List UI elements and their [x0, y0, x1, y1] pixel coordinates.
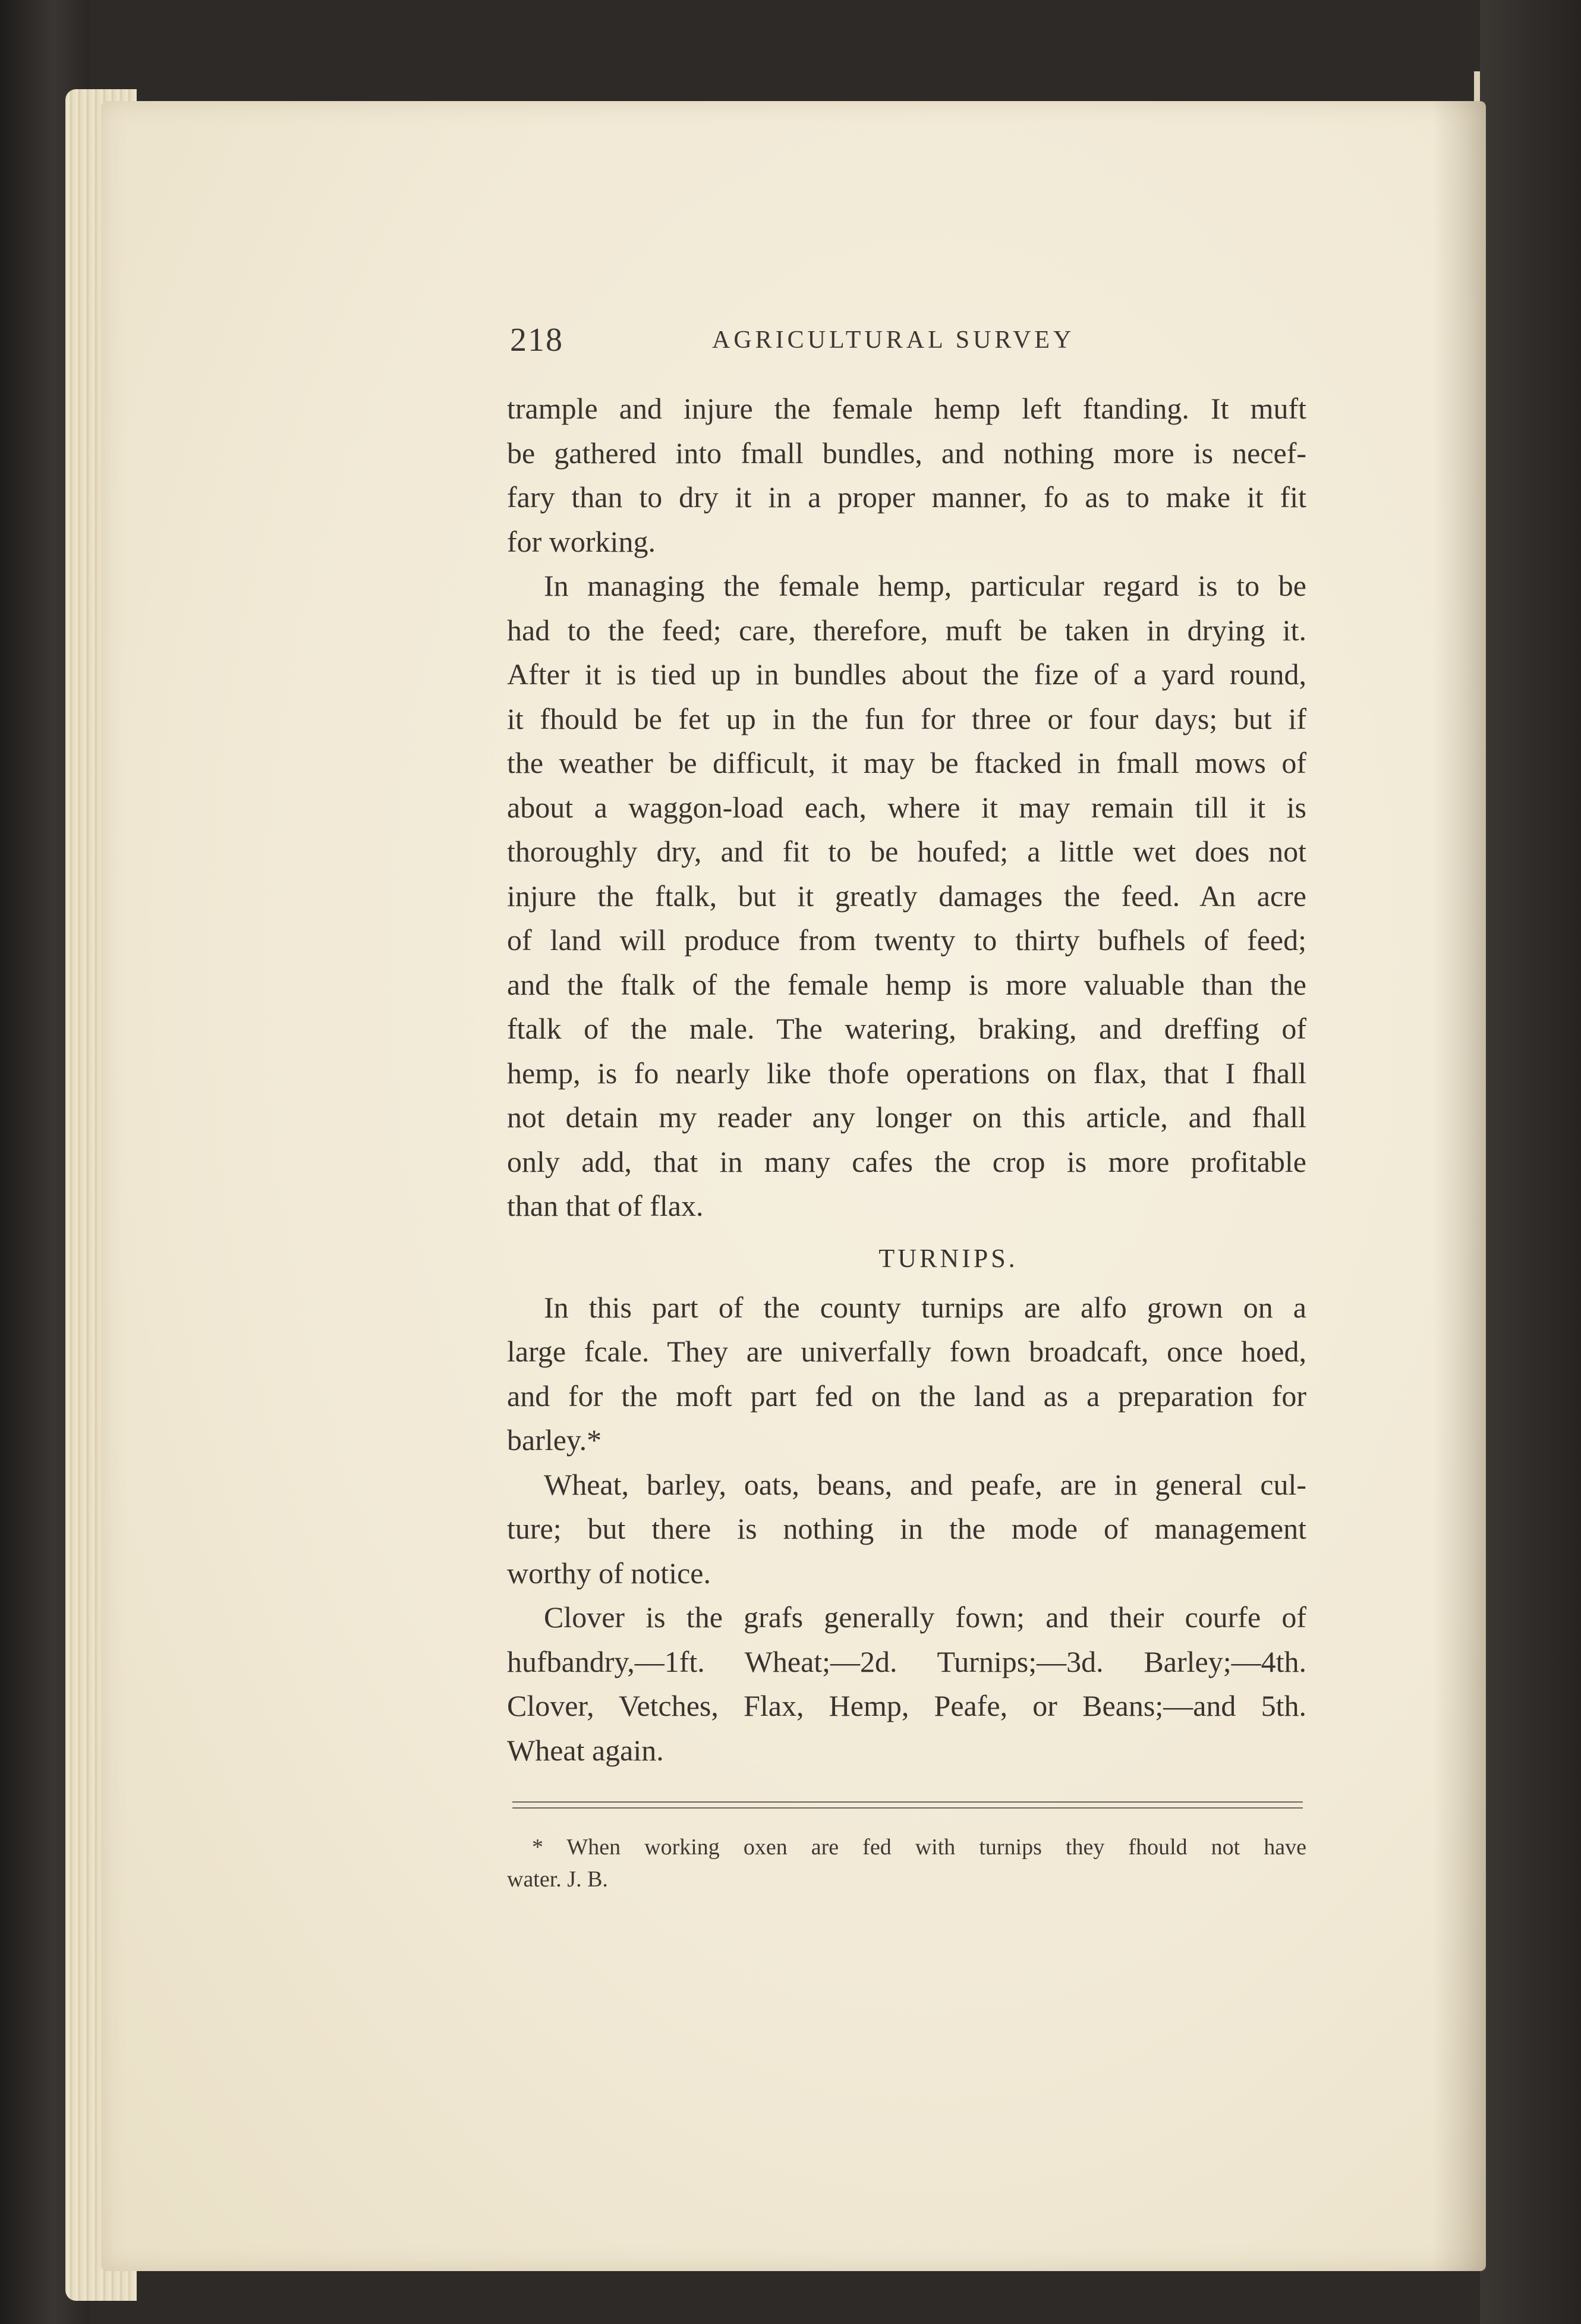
text-line: fary than to dry it in a proper manner, fo as to make it fit: [507, 480, 1306, 514]
book-binding-right: [1480, 0, 1581, 2324]
text-line: of land will produce from twenty to thirty bufhels of feed;: [507, 923, 1306, 957]
text-line: barley.*: [507, 1423, 602, 1457]
text-line: thoroughly dry, and fit to be houfed; a little wet does not: [507, 835, 1306, 868]
footnote-line: * When working oxen are fed with turnips they fhould not have: [532, 1835, 1306, 1860]
text-line: for working.: [507, 524, 656, 558]
text-line: than that of flax.: [507, 1189, 704, 1222]
text-line: about a waggon-load each, where it may remain till it is: [507, 790, 1306, 824]
text-line: injure the ftalk, but it greatly damages the feed. An acre: [507, 879, 1306, 913]
text-line: it fhould be fet up in the fun for three or four days; but if: [507, 702, 1306, 735]
page-header-title: AGRICULTURAL SURVEY: [712, 326, 1075, 354]
text-line: hemp, is fo nearly like thofe operations on flax, that I fhall: [507, 1056, 1306, 1090]
text-line: trample and injure the female hemp left ftanding. It muft: [507, 392, 1306, 425]
text-line: Clover, Vetches, Flax, Hemp, Peafe, or Beans;—and 5th.: [507, 1689, 1306, 1722]
gutter-shadow: [1432, 101, 1486, 2271]
text-line: worthy of notice.: [507, 1556, 711, 1590]
section-heading: TURNIPS.: [878, 1243, 1018, 1273]
page-number: 218: [510, 322, 563, 358]
text-line: the weather be difficult, it may be ftacked in fmall mows of: [507, 746, 1306, 779]
body-text: [507, 386, 1306, 1772]
text-line: be gathered into fmall bundles, and nothing more is necef-: [507, 436, 1306, 470]
paragraph-start-line: In managing the female hemp, particular regard is to be: [544, 569, 1306, 602]
text-line: ture; but there is nothing in the mode of management: [507, 1512, 1306, 1545]
footnote: [507, 1831, 1306, 1895]
text-line: After it is tied up in bundles about the fize of a yard round,: [507, 658, 1306, 691]
text-line: and for the moft part fed on the land as a preparation for: [507, 1379, 1306, 1413]
text-line: Wheat again.: [507, 1733, 664, 1767]
text-line: ftalk of the male. The watering, braking, and dreffing of: [507, 1012, 1306, 1045]
text-line: only add, that in many cafes the crop is more profitable: [507, 1144, 1306, 1178]
paragraph-start-line: In this part of the county turnips are alfo grown on a: [544, 1290, 1306, 1324]
footnote-divider: [512, 1801, 1303, 1809]
text-line: not detain my reader any longer on this article, and fhall: [507, 1100, 1306, 1134]
text-line: and the ftalk of the female hemp is more valuable than the: [507, 967, 1306, 1001]
running-head: [510, 321, 1306, 369]
text-line: had to the feed; care, therefore, muft be taken in drying it.: [507, 613, 1306, 647]
text-line: large fcale. They are univerfally fown broadcaft, once hoed,: [507, 1335, 1306, 1368]
paragraph-start-line: Clover is the grafs generally fown; and their courfe of: [544, 1600, 1306, 1634]
text-line: hufbandry,—1ft. Wheat;—2d. Turnips;—3d. Barley;—4th.: [507, 1644, 1306, 1678]
paragraph-start-line: Wheat, barley, oats, beans, and peafe, are in general cul-: [544, 1467, 1306, 1501]
footnote-line: water. J. B.: [507, 1867, 608, 1892]
